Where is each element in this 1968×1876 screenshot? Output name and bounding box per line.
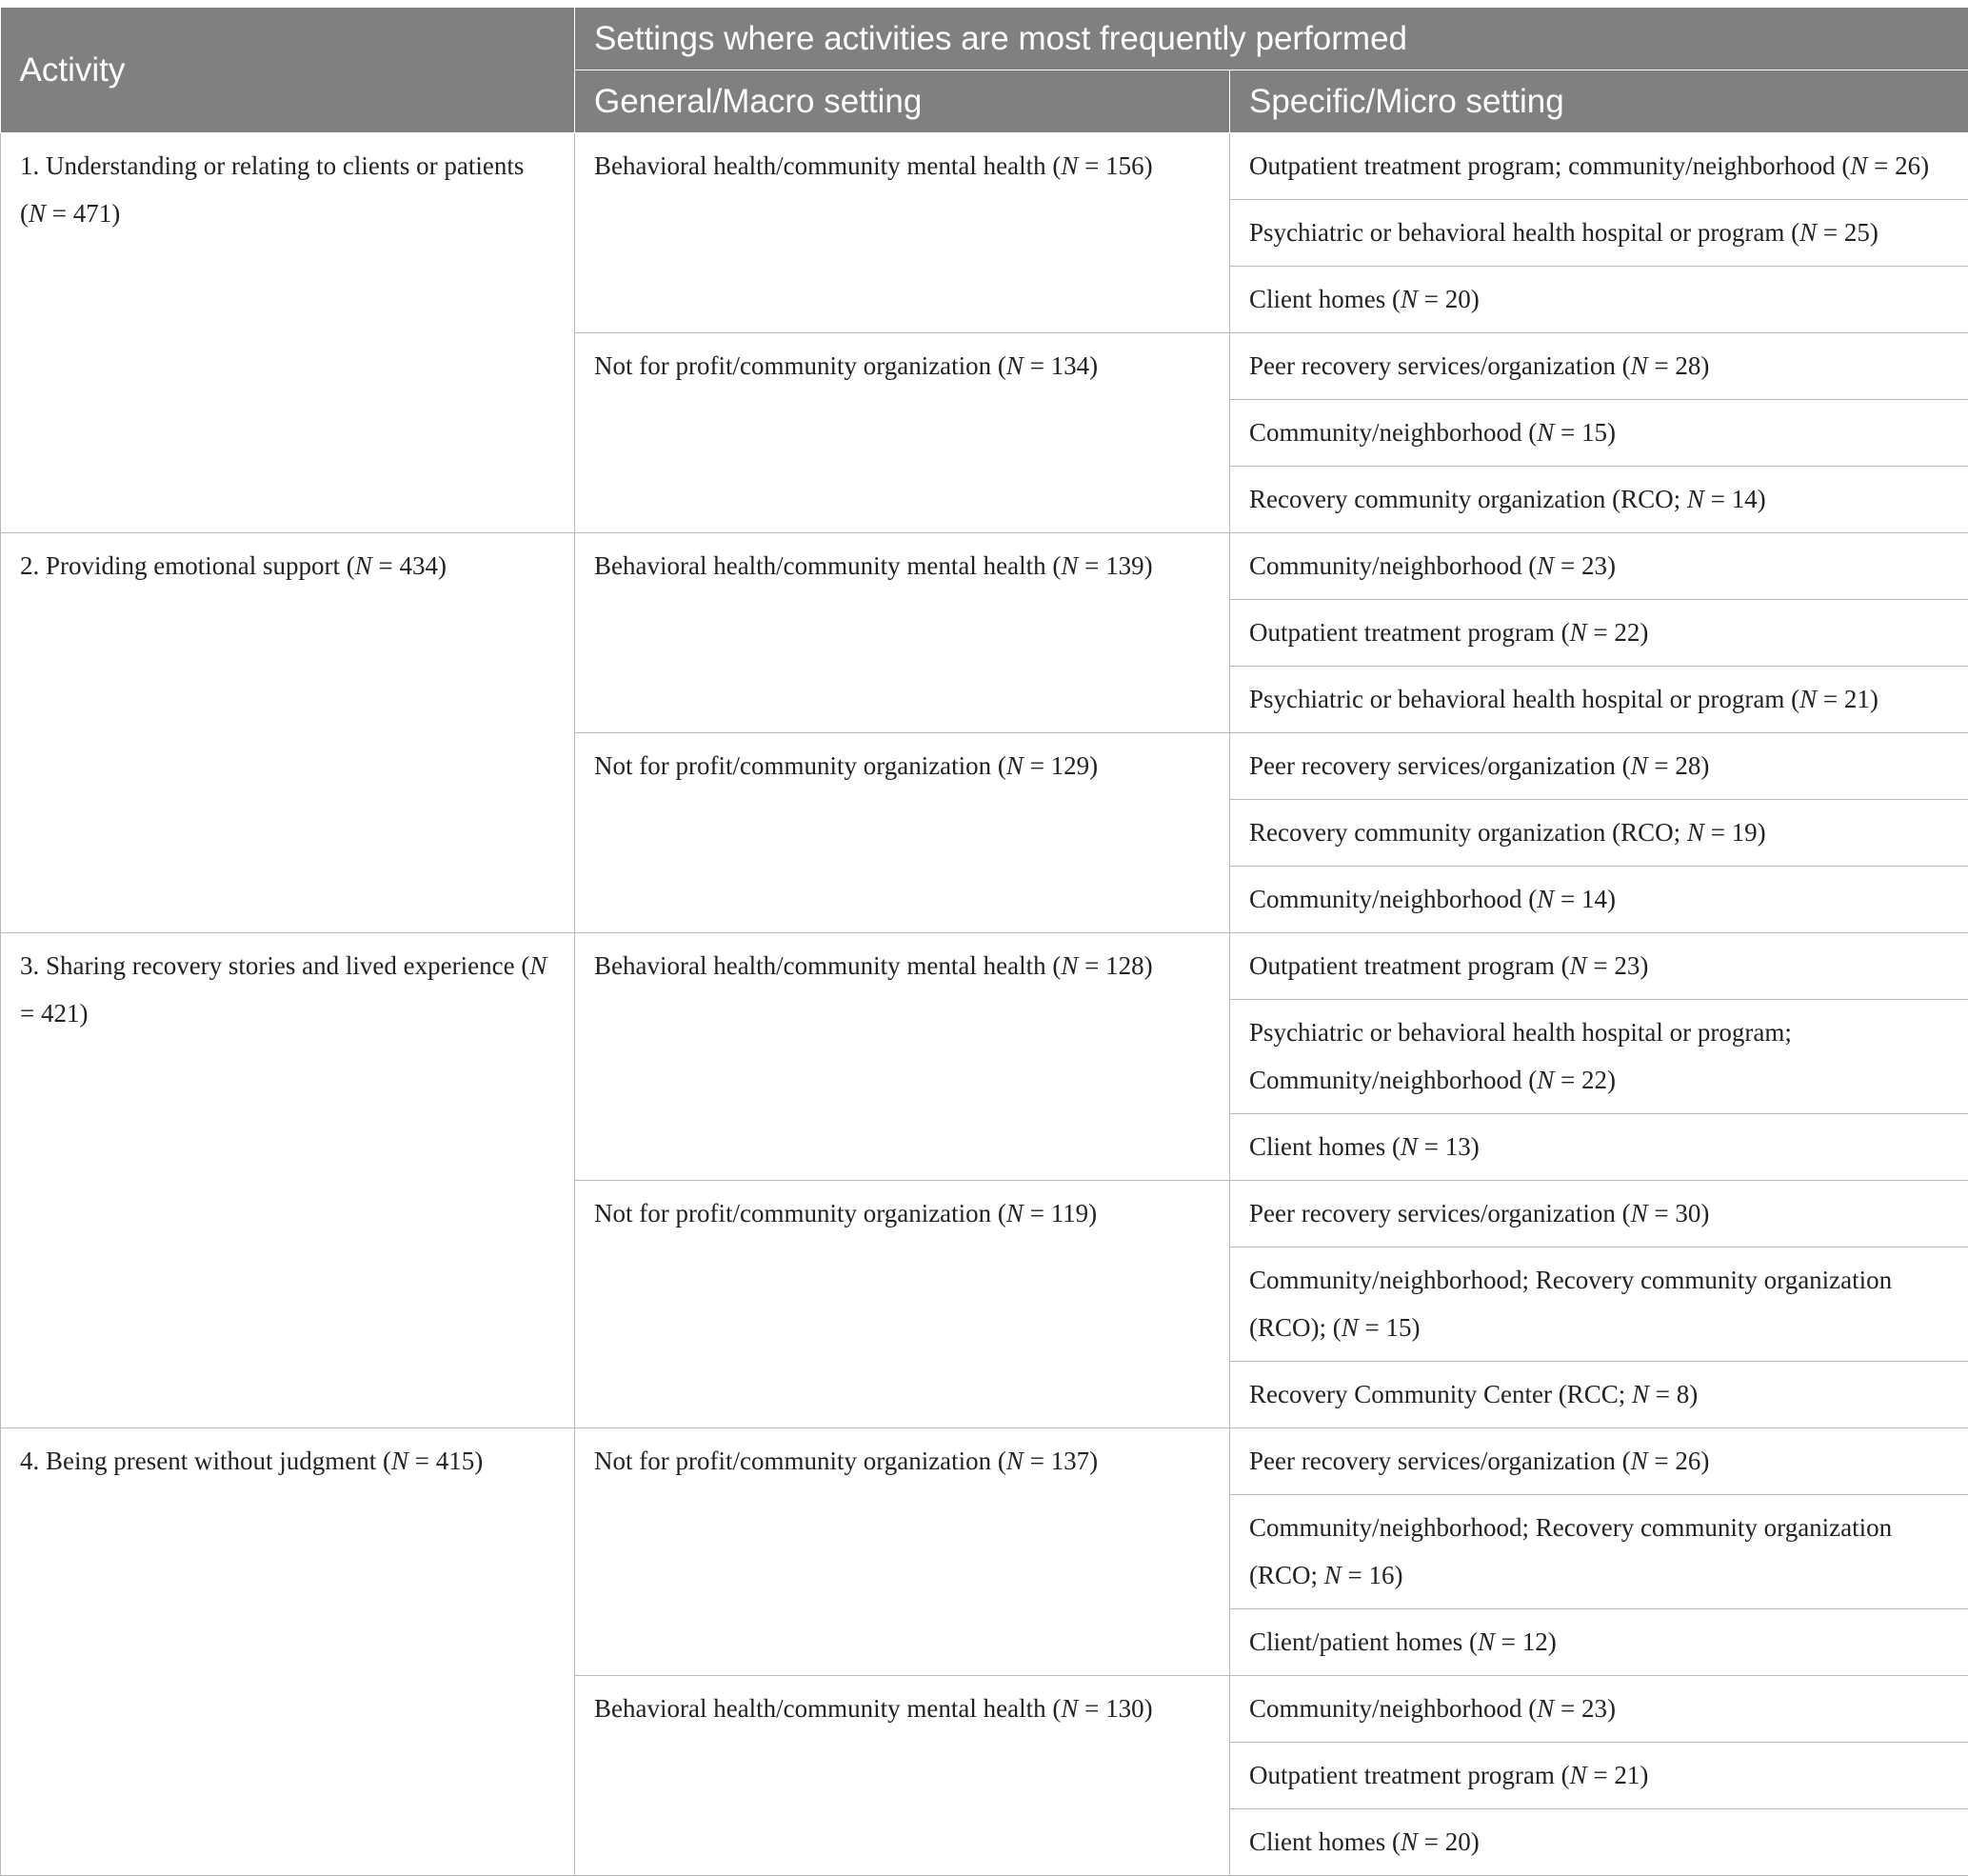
n-label: N bbox=[1537, 551, 1554, 580]
micro-setting-label: Peer recovery services/organization bbox=[1249, 351, 1616, 380]
n-value: 130 bbox=[1105, 1694, 1144, 1723]
n-label: N bbox=[1537, 1066, 1554, 1094]
n-label: N bbox=[1006, 751, 1024, 780]
micro-setting-label: Recovery Community Center bbox=[1249, 1380, 1552, 1408]
micro-setting-label: Community/neighborhood; Recovery community organization bbox=[1249, 1513, 1892, 1542]
n-label: N bbox=[355, 551, 372, 580]
micro-prefix: ( bbox=[1555, 618, 1570, 647]
macro-setting-cell: Not for profit/community organization (N = 134) bbox=[575, 333, 1230, 533]
micro-suffix: ) bbox=[1471, 1827, 1480, 1856]
micro-setting-cell: Outpatient treatment program; community/neighborhood (N = 26) bbox=[1230, 133, 1968, 200]
micro-suffix: ) bbox=[1640, 618, 1648, 647]
n-value: 471 bbox=[73, 199, 112, 228]
micro-setting-cell: Outpatient treatment program (N = 21) bbox=[1230, 1743, 1968, 1809]
micro-setting-cell: Peer recovery services/organization (N = 28) bbox=[1230, 333, 1968, 400]
n-value: 22 bbox=[1614, 618, 1640, 647]
micro-prefix: ( bbox=[1522, 1694, 1538, 1723]
n-value: 30 bbox=[1675, 1199, 1700, 1227]
n-label: N bbox=[1006, 351, 1024, 380]
macro-setting-cell: Behavioral health/community mental health (N = 130) bbox=[575, 1676, 1230, 1876]
micro-setting-cell: Recovery community organization (RCO; N = 19) bbox=[1230, 800, 1968, 867]
n-value: 19 bbox=[1732, 818, 1758, 847]
micro-suffix: ) bbox=[1395, 1561, 1403, 1589]
micro-setting-label: Outpatient treatment program bbox=[1249, 951, 1555, 980]
macro-setting-label: Not for profit/community organization bbox=[594, 751, 991, 780]
n-value: 14 bbox=[1732, 485, 1758, 513]
n-label: N bbox=[1537, 1694, 1554, 1723]
micro-prefix: ( bbox=[1616, 1447, 1631, 1475]
n-value: 16 bbox=[1369, 1561, 1395, 1589]
activity-cell: 4. Being present without judgment (N = 415) bbox=[1, 1428, 575, 1876]
micro-setting-label: Community/neighborhood bbox=[1249, 551, 1522, 580]
activity-cell: 1. Understanding or relating to clients or patients (N = 471) bbox=[1, 133, 575, 533]
micro-prefix: ( bbox=[1522, 551, 1538, 580]
micro-setting-cell: Peer recovery services/organization (N = 26) bbox=[1230, 1428, 1968, 1495]
micro-setting-cell: Peer recovery services/organization (N = 28) bbox=[1230, 733, 1968, 800]
macro-setting-label: Not for profit/community organization bbox=[594, 1447, 991, 1475]
n-label: N bbox=[1687, 818, 1704, 847]
macro-setting-label: Not for profit/community organization bbox=[594, 351, 991, 380]
n-value: 23 bbox=[1614, 951, 1640, 980]
micro-prefix: ( bbox=[1616, 351, 1631, 380]
micro-setting-label: Outpatient treatment program; community/neighborhood bbox=[1249, 151, 1836, 180]
micro-setting-cell: Community/neighborhood; Recovery community organization (RCO); (N = 15) bbox=[1230, 1247, 1968, 1362]
table-row bbox=[1, 133, 1968, 200]
macro-setting-label: Behavioral health/community mental health bbox=[594, 951, 1046, 980]
micro-suffix: ) bbox=[1758, 485, 1766, 513]
micro-suffix: ) bbox=[1607, 1694, 1616, 1723]
table-row bbox=[1, 933, 1968, 1000]
micro-prefix: (RCO; bbox=[1605, 485, 1687, 513]
n-value: 25 bbox=[1844, 218, 1870, 247]
n-value: 8 bbox=[1677, 1380, 1690, 1408]
n-value: 421 bbox=[41, 999, 80, 1028]
n-label: N bbox=[1631, 751, 1648, 780]
table-body bbox=[1, 133, 1968, 1876]
n-value: 156 bbox=[1105, 151, 1144, 180]
n-value: 20 bbox=[1445, 1827, 1471, 1856]
macro-setting-label: Behavioral health/community mental health bbox=[594, 151, 1046, 180]
micro-setting-label: Peer recovery services/organization bbox=[1249, 751, 1616, 780]
n-value: 129 bbox=[1051, 751, 1090, 780]
micro-setting-cell: Psychiatric or behavioral health hospital or program (N = 21) bbox=[1230, 667, 1968, 733]
n-label: N bbox=[1324, 1561, 1342, 1589]
micro-setting-label: Peer recovery services/organization bbox=[1249, 1447, 1616, 1475]
n-label: N bbox=[1537, 418, 1554, 447]
micro-prefix: ( bbox=[1555, 1761, 1570, 1789]
micro-setting-cell: Outpatient treatment program (N = 23) bbox=[1230, 933, 1968, 1000]
n-value: 14 bbox=[1581, 885, 1607, 913]
micro-setting-cell: Client homes (N = 20) bbox=[1230, 1809, 1968, 1876]
n-value: 20 bbox=[1445, 285, 1471, 313]
micro-suffix: ) bbox=[1640, 1761, 1648, 1789]
micro-setting-cell: Recovery community organization (RCO; N = 14) bbox=[1230, 467, 1968, 533]
micro-setting-cell: Recovery Community Center (RCC; N = 8) bbox=[1230, 1362, 1968, 1428]
micro-setting-label: Client homes bbox=[1249, 285, 1385, 313]
activity-cell: 3. Sharing recovery stories and lived experience (N = 421) bbox=[1, 933, 575, 1428]
micro-setting-label: Psychiatric or behavioral health hospital or program bbox=[1249, 685, 1784, 713]
micro-prefix: ( bbox=[1522, 1066, 1538, 1094]
micro-suffix: ) bbox=[1607, 418, 1616, 447]
n-value: 21 bbox=[1614, 1761, 1640, 1789]
n-label: N bbox=[529, 951, 547, 980]
micro-prefix: ( bbox=[1385, 285, 1401, 313]
n-value: 23 bbox=[1581, 1694, 1607, 1723]
n-value: 137 bbox=[1051, 1447, 1090, 1475]
header-settings: Settings where activities are most frequently performed bbox=[575, 8, 1968, 70]
micro-suffix: ) bbox=[1607, 1066, 1616, 1094]
activity-label: 2. Providing emotional support bbox=[20, 551, 340, 580]
n-value: 434 bbox=[399, 551, 438, 580]
micro-suffix: ) bbox=[1607, 551, 1616, 580]
micro-setting-label: Community/neighborhood bbox=[1249, 1694, 1522, 1723]
n-value: 21 bbox=[1844, 685, 1870, 713]
n-label: N bbox=[1687, 485, 1704, 513]
micro-setting-cell: Community/neighborhood (N = 15) bbox=[1230, 400, 1968, 467]
micro-prefix: ( bbox=[1555, 951, 1570, 980]
n-value: 15 bbox=[1386, 1313, 1412, 1342]
n-label: N bbox=[1850, 151, 1867, 180]
micro-setting-label: Client homes bbox=[1249, 1827, 1385, 1856]
micro-suffix: ) bbox=[1700, 1199, 1709, 1227]
micro-setting-label: Community/neighborhood; Recovery community organization bbox=[1249, 1266, 1892, 1294]
micro-prefix: ( bbox=[1385, 1132, 1401, 1161]
micro-suffix: ) bbox=[1700, 351, 1709, 380]
micro-setting-cell: Client/patient homes (N = 12) bbox=[1230, 1609, 1968, 1676]
micro-setting-cell: Psychiatric or behavioral health hospital or program (N = 25) bbox=[1230, 200, 1968, 267]
n-label: N bbox=[1061, 551, 1078, 580]
activity-label: 1. Understanding or relating to clients or patients bbox=[20, 151, 524, 180]
n-label: N bbox=[1799, 218, 1817, 247]
macro-setting-cell: Not for profit/community organization (N = 137) bbox=[575, 1428, 1230, 1676]
micro-setting-label: Psychiatric or behavioral health hospital or program bbox=[1249, 218, 1784, 247]
n-label: N bbox=[1570, 618, 1587, 647]
micro-setting-label: Peer recovery services/organization bbox=[1249, 1199, 1616, 1227]
table-row bbox=[1, 1428, 1968, 1495]
n-label: N bbox=[1631, 1447, 1648, 1475]
macro-setting-label: Behavioral health/community mental health bbox=[594, 1694, 1046, 1723]
micro-prefix: ( bbox=[1462, 1627, 1478, 1656]
micro-setting-label: Psychiatric or behavioral health hospital or program; Community/neighborhood bbox=[1249, 1018, 1792, 1094]
micro-setting-cell: Client homes (N = 13) bbox=[1230, 1114, 1968, 1181]
micro-prefix: ( bbox=[1385, 1827, 1401, 1856]
micro-prefix: (RCO; bbox=[1249, 1561, 1324, 1589]
micro-suffix: ) bbox=[1607, 885, 1616, 913]
n-label: N bbox=[1478, 1627, 1495, 1656]
n-value: 28 bbox=[1675, 751, 1700, 780]
table-row bbox=[1, 533, 1968, 600]
n-value: 22 bbox=[1581, 1066, 1607, 1094]
micro-suffix: ) bbox=[1920, 151, 1929, 180]
header-general-macro: General/Macro setting bbox=[575, 70, 1230, 133]
n-label: N bbox=[1799, 685, 1817, 713]
n-label: N bbox=[391, 1447, 408, 1475]
micro-prefix: ( bbox=[1784, 218, 1799, 247]
n-value: 23 bbox=[1581, 551, 1607, 580]
n-label: N bbox=[1401, 1827, 1418, 1856]
n-value: 139 bbox=[1105, 551, 1144, 580]
micro-prefix: (RCO; bbox=[1605, 818, 1687, 847]
micro-prefix: ( bbox=[1522, 418, 1538, 447]
n-label: N bbox=[1061, 151, 1078, 180]
micro-prefix: ( bbox=[1616, 1199, 1631, 1227]
n-value: 26 bbox=[1675, 1447, 1700, 1475]
micro-setting-cell: Client homes (N = 20) bbox=[1230, 267, 1968, 333]
activity-label: 3. Sharing recovery stories and lived experience bbox=[20, 951, 515, 980]
n-label: N bbox=[1342, 1313, 1359, 1342]
micro-setting-label: Community/neighborhood bbox=[1249, 418, 1522, 447]
micro-setting-cell: Peer recovery services/organization (N = 30) bbox=[1230, 1181, 1968, 1247]
micro-suffix: ) bbox=[1870, 685, 1879, 713]
table-header bbox=[1, 8, 1968, 133]
header-specific-micro: Specific/Micro setting bbox=[1230, 70, 1968, 133]
n-label: N bbox=[1061, 1694, 1078, 1723]
n-value: 13 bbox=[1445, 1132, 1471, 1161]
macro-setting-cell: Behavioral health/community mental health (N = 156) bbox=[575, 133, 1230, 333]
header-activity: Activity bbox=[1, 8, 575, 133]
micro-setting-label: Community/neighborhood bbox=[1249, 885, 1522, 913]
n-label: N bbox=[1537, 885, 1554, 913]
micro-suffix: ) bbox=[1758, 818, 1766, 847]
macro-setting-label: Not for profit/community organization bbox=[594, 1199, 991, 1227]
n-value: 134 bbox=[1051, 351, 1090, 380]
micro-setting-label: Recovery community organization bbox=[1249, 818, 1605, 847]
micro-suffix: ) bbox=[1700, 751, 1709, 780]
settings-table bbox=[0, 8, 1968, 1876]
n-label: N bbox=[1061, 951, 1078, 980]
n-label: N bbox=[1401, 285, 1418, 313]
micro-prefix: (RCC; bbox=[1552, 1380, 1632, 1408]
macro-setting-cell: Behavioral health/community mental health (N = 128) bbox=[575, 933, 1230, 1181]
micro-suffix: ) bbox=[1870, 218, 1879, 247]
n-value: 12 bbox=[1522, 1627, 1548, 1656]
n-value: 119 bbox=[1051, 1199, 1089, 1227]
macro-setting-cell: Behavioral health/community mental health (N = 139) bbox=[575, 533, 1230, 733]
micro-prefix: ( bbox=[1836, 151, 1851, 180]
micro-setting-label: Client/patient homes bbox=[1249, 1627, 1462, 1656]
n-value: 26 bbox=[1895, 151, 1920, 180]
micro-prefix: ( bbox=[1522, 885, 1538, 913]
micro-suffix: ) bbox=[1548, 1627, 1557, 1656]
micro-setting-cell: Community/neighborhood (N = 23) bbox=[1230, 533, 1968, 600]
micro-suffix: ) bbox=[1412, 1313, 1421, 1342]
micro-prefix: ( bbox=[1784, 685, 1799, 713]
n-value: 415 bbox=[436, 1447, 475, 1475]
micro-setting-cell: Community/neighborhood; Recovery community organization (RCO; N = 16) bbox=[1230, 1495, 1968, 1609]
macro-setting-label: Behavioral health/community mental health bbox=[594, 551, 1046, 580]
micro-setting-cell: Outpatient treatment program (N = 22) bbox=[1230, 600, 1968, 667]
n-value: 28 bbox=[1675, 351, 1700, 380]
n-label: N bbox=[1401, 1132, 1418, 1161]
micro-setting-label: Outpatient treatment program bbox=[1249, 618, 1555, 647]
micro-suffix: ) bbox=[1640, 951, 1648, 980]
n-value: 128 bbox=[1105, 951, 1144, 980]
n-value: 15 bbox=[1581, 418, 1607, 447]
n-label: N bbox=[1632, 1380, 1649, 1408]
n-label: N bbox=[1631, 1199, 1648, 1227]
micro-setting-cell: Psychiatric or behavioral health hospital or program; Community/neighborhood (N = 22) bbox=[1230, 1000, 1968, 1114]
micro-setting-label: Outpatient treatment program bbox=[1249, 1761, 1555, 1789]
micro-suffix: ) bbox=[1471, 285, 1480, 313]
micro-prefix: (RCO); ( bbox=[1249, 1313, 1342, 1342]
activity-label: 4. Being present without judgment bbox=[20, 1447, 376, 1475]
micro-setting-cell: Community/neighborhood (N = 14) bbox=[1230, 867, 1968, 933]
micro-suffix: ) bbox=[1471, 1132, 1480, 1161]
macro-setting-cell: Not for profit/community organization (N = 129) bbox=[575, 733, 1230, 933]
n-label: N bbox=[1570, 951, 1587, 980]
macro-setting-cell: Not for profit/community organization (N = 119) bbox=[575, 1181, 1230, 1428]
activity-cell: 2. Providing emotional support (N = 434) bbox=[1, 533, 575, 933]
n-label: N bbox=[29, 199, 46, 228]
n-label: N bbox=[1006, 1447, 1024, 1475]
micro-suffix: ) bbox=[1689, 1380, 1698, 1408]
n-label: N bbox=[1631, 351, 1648, 380]
micro-suffix: ) bbox=[1700, 1447, 1709, 1475]
n-label: N bbox=[1570, 1761, 1587, 1789]
micro-setting-label: Recovery community organization bbox=[1249, 485, 1605, 513]
micro-setting-cell: Community/neighborhood (N = 23) bbox=[1230, 1676, 1968, 1743]
n-label: N bbox=[1006, 1199, 1024, 1227]
micro-setting-label: Client homes bbox=[1249, 1132, 1385, 1161]
micro-prefix: ( bbox=[1616, 751, 1631, 780]
